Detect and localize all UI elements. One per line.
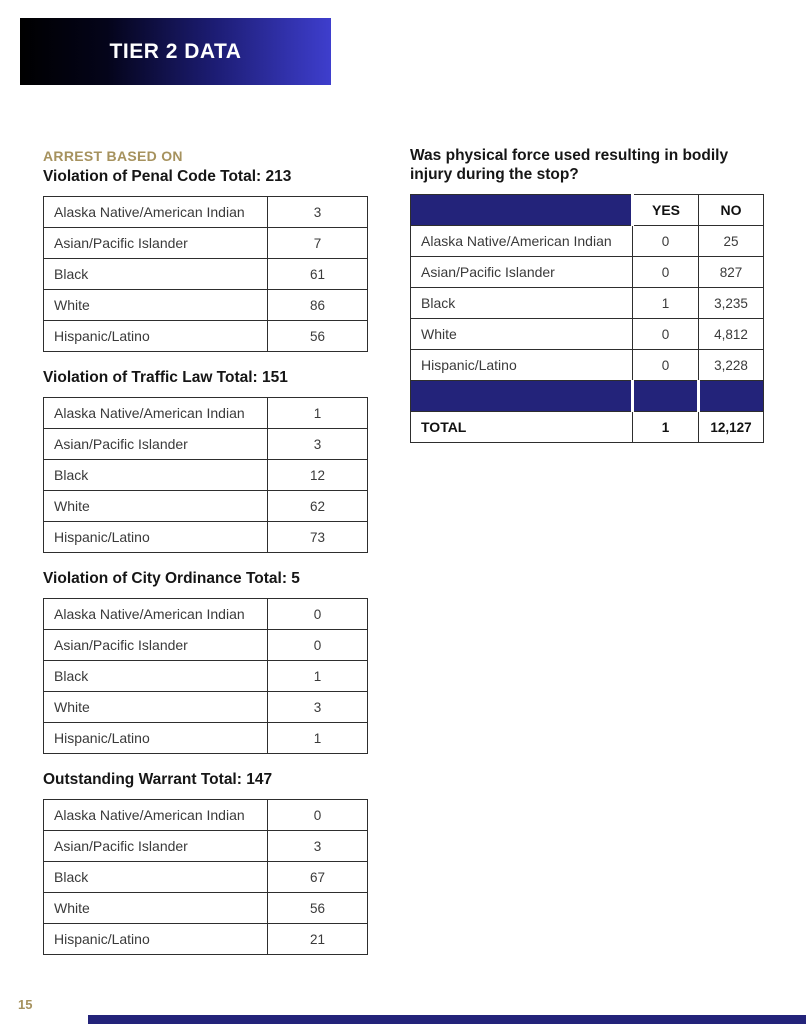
race-label: Hispanic/Latino	[44, 723, 268, 754]
traffic-law-table	[43, 397, 368, 553]
count-value: 21	[268, 924, 368, 955]
tier2-banner	[20, 18, 331, 85]
count-value: 0	[268, 630, 368, 661]
race-label: White	[411, 319, 633, 350]
navy-separator-cell	[411, 381, 633, 412]
count-value: 12	[268, 460, 368, 491]
navy-separator-row	[411, 381, 764, 412]
header-blank-navy-cell	[411, 195, 633, 226]
table-row	[44, 692, 368, 723]
count-value: 7	[268, 228, 368, 259]
yes-value: 0	[633, 257, 699, 288]
race-label: White	[44, 692, 268, 723]
table-row	[44, 924, 368, 955]
total-yes-value: 1	[633, 412, 699, 443]
count-value: 3	[268, 197, 368, 228]
table-row	[44, 460, 368, 491]
table-row	[44, 491, 368, 522]
table-row	[44, 259, 368, 290]
table-row	[44, 398, 368, 429]
count-value: 3	[268, 692, 368, 723]
count-value: 3	[268, 831, 368, 862]
race-label: Asian/Pacific Islander	[44, 429, 268, 460]
city-ordinance-table-title: Violation of City Ordinance Total: 5	[43, 570, 300, 587]
arrest-based-on-section	[43, 148, 367, 955]
table-row	[44, 831, 368, 862]
yes-value: 0	[633, 319, 699, 350]
table-row	[44, 197, 368, 228]
table-row	[44, 893, 368, 924]
count-value: 67	[268, 862, 368, 893]
page-number: 15	[18, 997, 33, 1012]
count-value: 56	[268, 321, 368, 352]
race-label: Alaska Native/American Indian	[44, 197, 268, 228]
count-value: 56	[268, 893, 368, 924]
race-label: Hispanic/Latino	[44, 924, 268, 955]
no-value: 25	[699, 226, 764, 257]
total-no-value: 12,127	[699, 412, 764, 443]
race-label: Asian/Pacific Islander	[44, 831, 268, 862]
table-row	[44, 862, 368, 893]
header-row	[411, 195, 764, 226]
race-label: Hispanic/Latino	[44, 522, 268, 553]
city-ordinance-table	[43, 598, 368, 754]
no-column-header: NO	[699, 195, 764, 226]
no-value: 827	[699, 257, 764, 288]
count-value: 1	[268, 723, 368, 754]
race-label: Black	[44, 259, 268, 290]
table-row	[411, 226, 764, 257]
table-row	[44, 800, 368, 831]
table-row	[44, 661, 368, 692]
total-label: TOTAL	[411, 412, 633, 443]
physical-force-section	[410, 147, 763, 443]
race-label: Alaska Native/American Indian	[44, 599, 268, 630]
race-label: White	[44, 290, 268, 321]
race-label: Black	[44, 862, 268, 893]
no-value: 4,812	[699, 319, 764, 350]
table-row	[411, 350, 764, 381]
physical-force-question: Was physical force used resulting in bodily injury during the stop?	[410, 147, 729, 183]
table-row	[44, 630, 368, 661]
navy-separator-cell	[633, 381, 699, 412]
yes-value: 0	[633, 226, 699, 257]
traffic-law-table-title: Violation of Traffic Law Total: 151	[43, 369, 288, 386]
yes-value: 1	[633, 288, 699, 319]
race-label: Alaska Native/American Indian	[44, 800, 268, 831]
count-value: 73	[268, 522, 368, 553]
race-label: Asian/Pacific Islander	[411, 257, 633, 288]
count-value: 62	[268, 491, 368, 522]
footer-bar	[88, 1015, 806, 1024]
race-label: Alaska Native/American Indian	[411, 226, 633, 257]
navy-separator-cell	[699, 381, 764, 412]
table-row	[411, 319, 764, 350]
physical-force-table	[410, 194, 764, 443]
race-label: White	[44, 893, 268, 924]
race-label: Black	[411, 288, 633, 319]
table-row	[411, 257, 764, 288]
race-label: Asian/Pacific Islander	[44, 630, 268, 661]
race-label: Hispanic/Latino	[44, 321, 268, 352]
count-value: 0	[268, 800, 368, 831]
race-label: Asian/Pacific Islander	[44, 228, 268, 259]
outstanding-warrant-table	[43, 799, 368, 955]
table-row	[44, 522, 368, 553]
count-value: 1	[268, 661, 368, 692]
count-value: 86	[268, 290, 368, 321]
count-value: 61	[268, 259, 368, 290]
race-label: Black	[44, 661, 268, 692]
table-row	[44, 429, 368, 460]
yes-column-header: YES	[633, 195, 699, 226]
banner-title: TIER 2 DATA	[109, 39, 242, 63]
race-label: Hispanic/Latino	[411, 350, 633, 381]
table-row	[44, 228, 368, 259]
total-row	[411, 412, 764, 443]
yes-value: 0	[633, 350, 699, 381]
outstanding-warrant-table-title: Outstanding Warrant Total: 147	[43, 771, 273, 788]
table-row	[44, 321, 368, 352]
no-value: 3,235	[699, 288, 764, 319]
section-label: ARREST BASED ON	[43, 148, 183, 164]
count-value: 0	[268, 599, 368, 630]
count-value: 1	[268, 398, 368, 429]
count-value: 3	[268, 429, 368, 460]
no-value: 3,228	[699, 350, 764, 381]
table-row	[44, 599, 368, 630]
table-row	[44, 723, 368, 754]
table-row	[411, 288, 764, 319]
race-label: Alaska Native/American Indian	[44, 398, 268, 429]
table-row	[44, 290, 368, 321]
penal-code-table-title: Violation of Penal Code Total: 213	[43, 168, 292, 185]
race-label: Black	[44, 460, 268, 491]
penal-code-table	[43, 196, 368, 352]
race-label: White	[44, 491, 268, 522]
